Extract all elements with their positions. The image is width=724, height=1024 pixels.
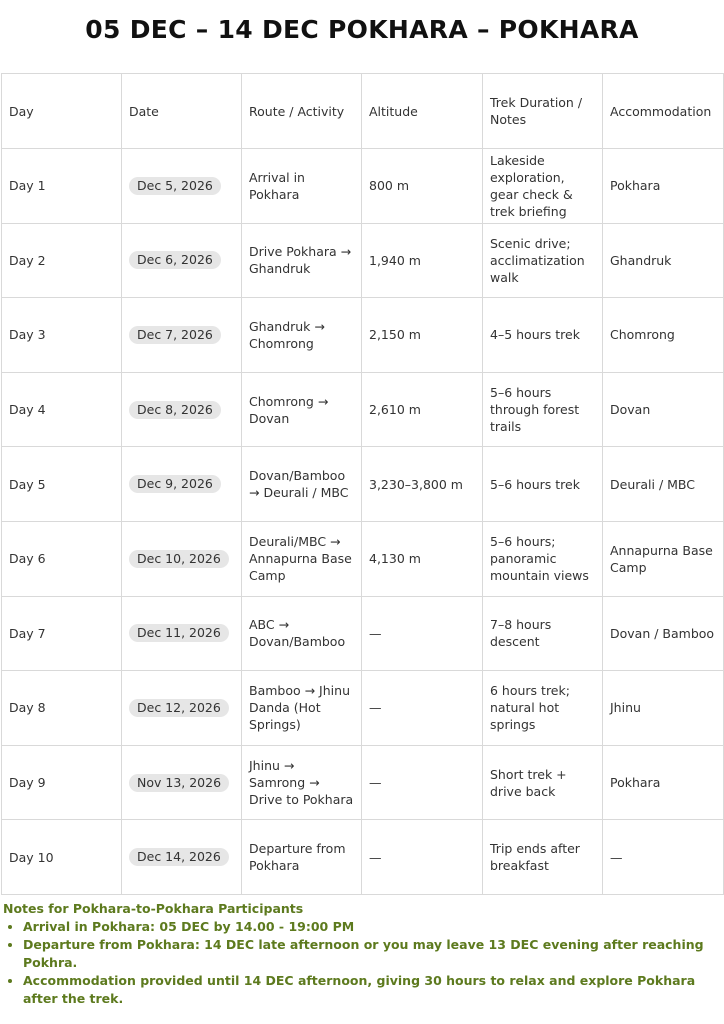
route-cell: Ghandruk → Chomrong (242, 298, 362, 373)
table-row (2, 745, 724, 820)
date-cell (122, 372, 242, 447)
accommodation-cell: Dovan / Bamboo (603, 596, 724, 671)
accommodation-cell: Pokhara (603, 149, 724, 224)
notes-cell: Scenic drive; acclimatization walk (483, 223, 603, 298)
accommodation-cell: Dovan (603, 372, 724, 447)
route-cell: Departure from Pokhara (242, 820, 362, 895)
date-cell (122, 521, 242, 596)
table-row (2, 596, 724, 671)
date-cell (122, 671, 242, 746)
route-cell: ABC → Dovan/Bamboo (242, 596, 362, 671)
route-cell: Chomrong → Dovan (242, 372, 362, 447)
notes-cell: 5–6 hours through forest trails (483, 372, 603, 447)
header-accommodation: Accommodation (603, 74, 724, 149)
date-cell (122, 298, 242, 373)
day-cell: Day 5 (2, 447, 122, 522)
itinerary-table (1, 73, 724, 895)
date-cell (122, 820, 242, 895)
altitude-cell: 800 m (362, 149, 483, 224)
altitude-cell: 4,130 m (362, 521, 483, 596)
day-cell: Day 3 (2, 298, 122, 373)
table-row (2, 372, 724, 447)
accommodation-cell: Deurali / MBC (603, 447, 724, 522)
date-badge: Dec 12, 2026 (129, 699, 229, 717)
altitude-cell: 2,610 m (362, 372, 483, 447)
day-cell: Day 2 (2, 223, 122, 298)
route-cell: Arrival in Pokhara (242, 149, 362, 224)
day-cell: Day 10 (2, 820, 122, 895)
date-badge: Nov 13, 2026 (129, 774, 229, 792)
altitude-cell: 1,940 m (362, 223, 483, 298)
header-notes: Trek Duration / Notes (483, 74, 603, 149)
header-route: Route / Activity (242, 74, 362, 149)
altitude-cell: 3,230–3,800 m (362, 447, 483, 522)
header-altitude: Altitude (362, 74, 483, 149)
table-row (2, 149, 724, 224)
header-day: Day (2, 74, 122, 149)
accommodation-cell: — (603, 820, 724, 895)
date-badge: Dec 7, 2026 (129, 326, 221, 344)
route-cell: Deurali/MBC → Annapurna Base Camp (242, 521, 362, 596)
accommodation-cell: Annapurna Base Camp (603, 521, 724, 596)
note-item: • Departure from Pokhara: 14 DEC late afternoon or you may leave 13 DEC evening after reaching Pokhra. (23, 936, 719, 972)
accommodation-cell: Jhinu (603, 671, 724, 746)
date-cell (122, 149, 242, 224)
altitude-cell: 2,150 m (362, 298, 483, 373)
table-row (2, 820, 724, 895)
day-cell: Day 1 (2, 149, 122, 224)
date-badge: Dec 10, 2026 (129, 550, 229, 568)
date-badge: Dec 11, 2026 (129, 624, 229, 642)
route-cell: Dovan/Bamboo → Deurali / MBC (242, 447, 362, 522)
notes-cell: 6 hours trek; natural hot springs (483, 671, 603, 746)
accommodation-cell: Ghandruk (603, 223, 724, 298)
notes-cell: Trip ends after breakfast (483, 820, 603, 895)
page-title: 05 DEC – 14 DEC POKHARA – POKHARA (85, 15, 639, 44)
notes-cell: 5–6 hours trek (483, 447, 603, 522)
table-row (2, 671, 724, 746)
notes-cell: 5–6 hours; panoramic mountain views (483, 521, 603, 596)
date-badge: Dec 14, 2026 (129, 848, 229, 866)
day-cell: Day 4 (2, 372, 122, 447)
note-item: • Arrival in Pokhara: 05 DEC by 14.00 - 19:00 PM (23, 918, 719, 936)
notes-cell: 7–8 hours descent (483, 596, 603, 671)
day-cell: Day 9 (2, 745, 122, 820)
date-cell (122, 745, 242, 820)
table-row (2, 223, 724, 298)
table-row (2, 521, 724, 596)
route-cell: Jhinu → Samrong → Drive to Pokhara (242, 745, 362, 820)
date-badge: Dec 8, 2026 (129, 401, 221, 419)
date-cell (122, 223, 242, 298)
route-cell: Bamboo → Jhinu Danda (Hot Springs) (242, 671, 362, 746)
table-row (2, 298, 724, 373)
day-cell: Day 7 (2, 596, 122, 671)
notes-cell: 4–5 hours trek (483, 298, 603, 373)
date-cell (122, 447, 242, 522)
notes-cell: Short trek + drive back (483, 745, 603, 820)
date-badge: Dec 6, 2026 (129, 251, 221, 269)
notes-section (3, 900, 719, 1008)
day-cell: Day 6 (2, 521, 122, 596)
date-badge: Dec 9, 2026 (129, 475, 221, 493)
route-cell: Drive Pokhara → Ghandruk (242, 223, 362, 298)
header-date: Date (122, 74, 242, 149)
notes-list (3, 918, 719, 1008)
date-cell (122, 596, 242, 671)
table-header-row (2, 74, 724, 149)
table-row (2, 447, 724, 522)
accommodation-cell: Chomrong (603, 298, 724, 373)
day-cell: Day 8 (2, 671, 122, 746)
date-badge: Dec 5, 2026 (129, 177, 221, 195)
altitude-cell: — (362, 820, 483, 895)
accommodation-cell: Pokhara (603, 745, 724, 820)
notes-heading: Notes for Pokhara-to-Pokhara Participants (3, 901, 304, 916)
altitude-cell: — (362, 671, 483, 746)
altitude-cell: — (362, 596, 483, 671)
note-item: • Accommodation provided until 14 DEC afternoon, giving 30 hours to relax and explore Pokhara after the trek. (23, 972, 719, 1008)
altitude-cell: — (362, 745, 483, 820)
notes-cell: Lakeside exploration, gear check & trek briefing (483, 149, 603, 224)
